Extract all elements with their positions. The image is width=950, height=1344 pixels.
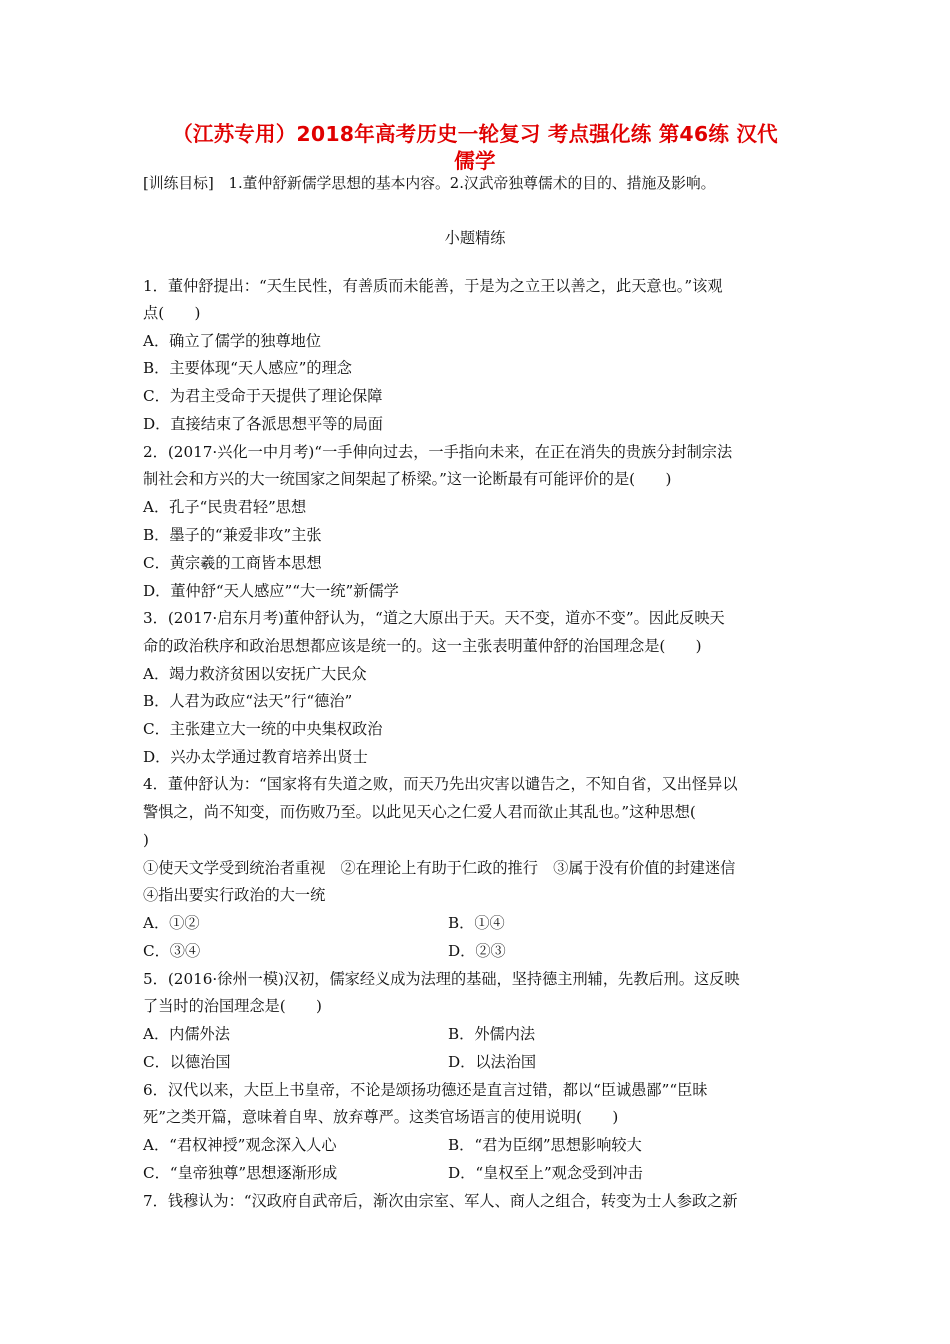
q1-stem-line1: 1．董仲舒提出：“天生民性，有善质而未能善，于是为之立王以善之，此天意也。”该观 bbox=[143, 277, 723, 295]
q3-option-d: D．兴办太学通过教育培养出贤士 bbox=[143, 748, 368, 766]
title-line-2: 儒学 bbox=[454, 149, 496, 173]
q4-option-c: C．③④ bbox=[143, 942, 201, 960]
q3-stem-line1: 3．(2017·启东月考)董仲舒认为，“道之大原出于天。天不变，道亦不变”。因此反映天 bbox=[143, 609, 725, 627]
q3-option-a: A．竭力救济贫困以安抚广大民众 bbox=[143, 665, 367, 683]
q1-option-c: C．为君主受命于天提供了理论保障 bbox=[143, 387, 383, 405]
q4-stem-line3: ) bbox=[143, 831, 149, 849]
q3-stem-line2: 命的政治秩序和政治思想都应该是统一的。这一主张表明董仲舒的治国理念是( ) bbox=[143, 637, 702, 655]
q5-option-d: D．以法治国 bbox=[448, 1053, 537, 1071]
q4-option-d: D．②③ bbox=[448, 942, 506, 960]
q4-option-a: A．①② bbox=[143, 914, 200, 932]
q4-statements-line2: ④指出要实行政治的大一统 bbox=[143, 886, 326, 904]
q6-stem-line1: 6．汉代以来，大臣上书皇帝，不论是颂扬功德还是直言过错，都以“臣诚愚鄙”“臣昧 bbox=[143, 1081, 708, 1099]
q6-stem-line2: 死”之类开篇，意味着自卑、放弃尊严。这类官场语言的使用说明( ) bbox=[143, 1108, 619, 1126]
document-title bbox=[140, 121, 810, 175]
q1-option-d: D．直接结束了各派思想平等的局面 bbox=[143, 415, 383, 433]
q1-option-a: A．确立了儒学的独尊地位 bbox=[143, 332, 322, 350]
q5-option-a: A．内儒外法 bbox=[143, 1025, 230, 1043]
q4-statements-line1: ①使天文学受到统治者重视 ②在理论上有助于仁政的推行 ③属于没有价值的封建迷信 bbox=[143, 859, 736, 877]
training-goal: [训练目标] 1.董仲舒新儒学思想的基本内容。2.汉武帝独尊儒术的目的、措施及影响。 bbox=[143, 175, 716, 192]
q2-stem-line1: 2．(2017·兴化一中月考)“一手伸向过去，一手指向未来，在正在消失的贵族分封制宗法 bbox=[143, 443, 733, 461]
q5-stem-line2: 了当时的治国理念是( ) bbox=[143, 997, 322, 1015]
q3-option-b: B．人君为政应“法天”行“德治” bbox=[143, 692, 353, 710]
q4-stem-line1: 4．董仲舒认为：“国家将有失道之败，而天乃先出灾害以谴告之，不知自省，又出怪异以 bbox=[143, 775, 738, 793]
q2-option-a: A．孔子“民贵君轻”思想 bbox=[143, 498, 307, 516]
q6-option-d: D．“皇权至上”观念受到冲击 bbox=[448, 1164, 643, 1182]
q5-option-b: B．外儒内法 bbox=[448, 1025, 536, 1043]
q3-option-c: C．主张建立大一统的中央集权政治 bbox=[143, 720, 383, 738]
q6-option-a: A．“君权神授”观念深入人心 bbox=[143, 1136, 337, 1154]
q7-stem-line1: 7．钱穆认为：“汉政府自武帝后，渐次由宗室、军人、商人之组合，转变为士人参政之新 bbox=[143, 1192, 738, 1210]
q4-stem-line2: 警惧之，尚不知变，而伤败乃至。以此见天心之仁爱人君而欲止其乱也。”这种思想( bbox=[143, 803, 696, 821]
q1-option-b: B．主要体现“天人感应”的理念 bbox=[143, 359, 352, 377]
q6-option-b: B．“君为臣纲”思想影响较大 bbox=[448, 1136, 642, 1154]
section-heading: 小题精练 bbox=[444, 229, 506, 247]
title-line-1: （江苏专用）2018年高考历史一轮复习 考点强化练 第46练 汉代 bbox=[172, 122, 778, 146]
q5-stem-line1: 5．(2016·徐州一模)汉初，儒家经义成为法理的基础，坚持德主刑辅，先教后刑。这反映 bbox=[143, 970, 740, 988]
q2-option-d: D．董仲舒“天人感应”“大一统”新儒学 bbox=[143, 582, 399, 600]
q5-option-c: C．以德治国 bbox=[143, 1053, 231, 1071]
q1-stem-line2: 点( ) bbox=[143, 304, 201, 322]
q6-option-c: C．“皇帝独尊”思想逐渐形成 bbox=[143, 1164, 338, 1182]
q2-stem-line2: 制社会和方兴的大一统国家之间架起了桥梁。”这一论断最有可能评价的是( ) bbox=[143, 470, 672, 488]
q4-option-b: B．①④ bbox=[448, 914, 505, 932]
q2-option-c: C．黄宗羲的工商皆本思想 bbox=[143, 554, 322, 572]
q2-option-b: B．墨子的“兼爱非攻”主张 bbox=[143, 526, 322, 544]
